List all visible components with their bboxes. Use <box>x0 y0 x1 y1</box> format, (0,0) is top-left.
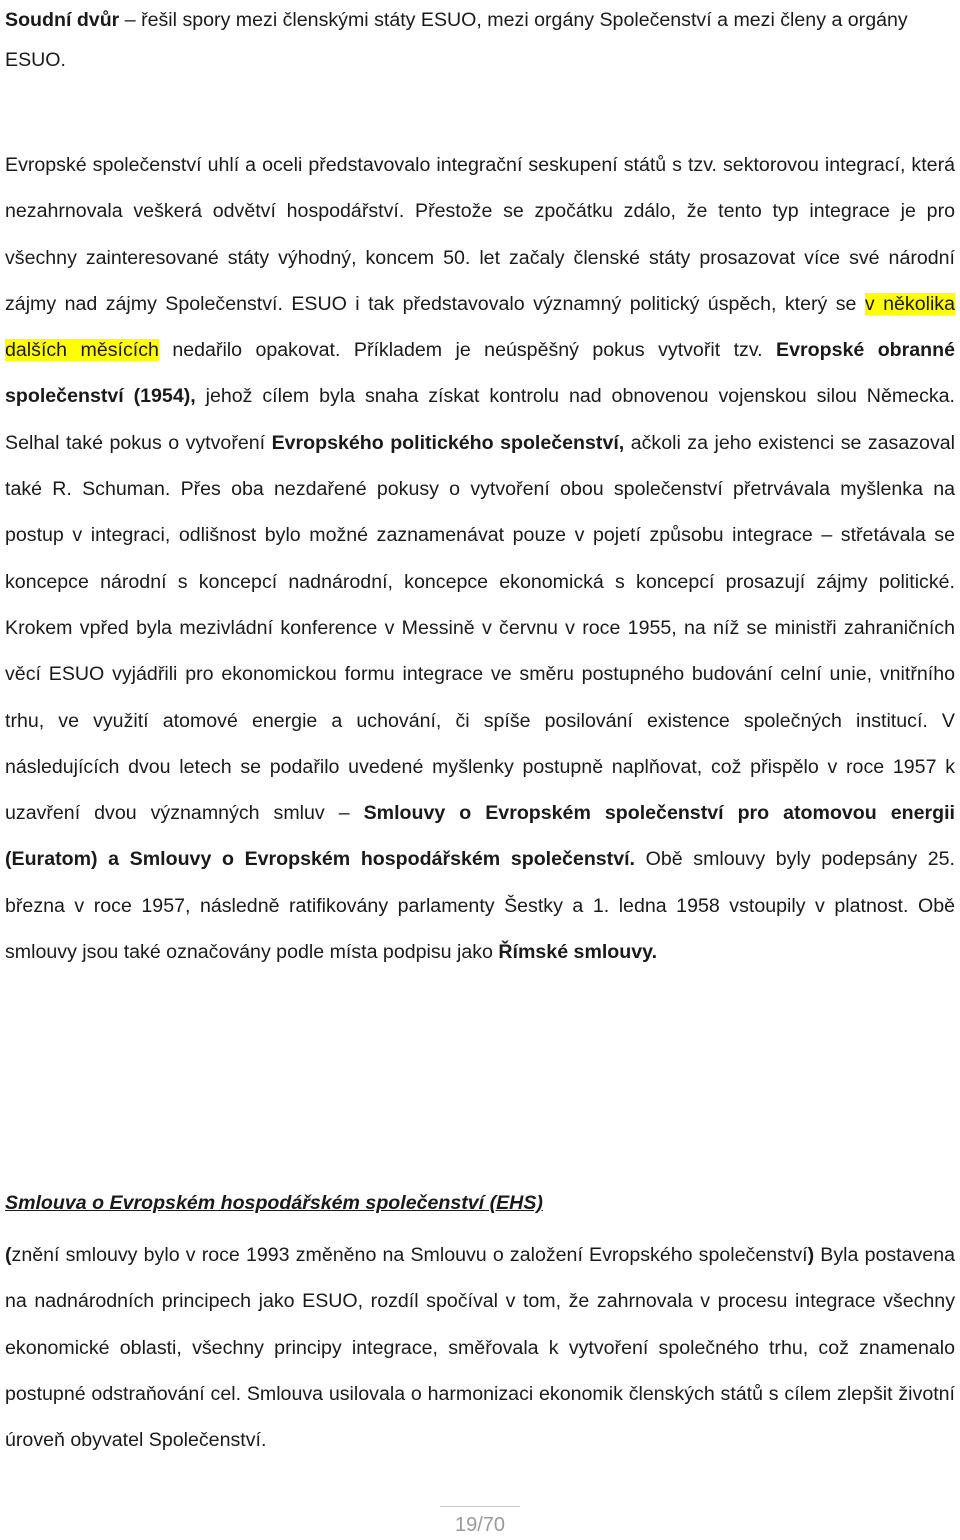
paragraph-court-of-justice <box>5 0 955 80</box>
bold-term-treaties: Smlouvy o Evropském společenství pro atomovou energii (Euratom) a Smlouvy o Evropském hospodářském společenství. <box>5 802 955 871</box>
section-heading-text: Smlouva o Evropském hospodářském společenství (EHS) <box>5 1192 543 1214</box>
paragraph-text: jehož cílem byla snaha získat kontrolu nad obnovenou vojenskou silou Německa. Selhal také pokus o vytvoření <box>5 385 955 454</box>
paragraph-text: nedařilo opakovat. Příkladem je neúspěšný pokus vytvořit tzv. <box>158 339 777 362</box>
highlighted-text: v několika dalších měsících <box>5 292 955 362</box>
paragraph-text: znění smlouvy bylo v roce 1993 změněno na Smlouvu o založení Evropského společenství <box>11 1244 808 1266</box>
paragraph-text: Obě smlouvy byly podepsány 25. března v roce 1957, následně ratifikovány parlamenty Šestky a 1. ledna 1958 vstoupily v platnost. Obě smlouvy jsou také označovány podle místa podpisu jako <box>5 848 955 964</box>
bold-term-treaties-of-rome: Římské smlouvy. <box>498 941 658 964</box>
page-number: 19/70 <box>454 1514 506 1536</box>
paragraph-text: Evropské společenství uhlí a oceli představovalo integrační seskupení států s tzv. sektorovou integrací, která nezahrnovala veškerá odvětví hospodářství. Přestože se zpočátku zdálo, že tento typ integrace je pro všechny zainteresované státy výhodný, koncem 50. let začaly členské státy prosazovat více své národní zájmy nad zájmy Společenství. ESUO i tak představovalo významný politický úspěch, který se <box>5 154 955 315</box>
paragraph-text: – řešil spory mezi členskými státy ESUO, mezi orgány Společenství a mezi členy a orgány ESUO. <box>5 9 908 71</box>
paragraph-text: Byla postavena na nadnárodních principech jako ESUO, rozdíl spočíval v tom, že zahrnovala v procesu integrace všechny ekonomické oblasti, všechny principy integrace, směřovala k vytvoření společného trhu, což znamenalo postupné odstraňování cel. Smlouva usilovala o harmonizaci ekonomik členských států s cílem zlepšit životní úroveň obyvatel Společenství. <box>5 1244 955 1452</box>
bold-term-epc: Evropského politického společenství, <box>271 431 625 454</box>
paragraph-ecsc-history <box>5 142 955 975</box>
paragraph-text: ačkoli za jeho existenci se zasazoval také R. Schuman. Přes oba nezdařené pokusy o vytvoření obou společenství přetrvávala myšlenka na postup v integraci, odlišnost bylo možné zaznamenávat pouze v pojetí způsobu integrace – střetávala se koncepce národní s koncepcí nadnárodní, koncepce ekonomická s koncepcí prosazují zájmy politické. Krokem vpřed byla mezivládní konference v Messině v červnu v roce 1955, na níž se ministři zahraničních věcí ESUO vyjádřili pro ekonomickou formu integrace ve směru postupného budování celní unie, vnitřního trhu, ve využití atomové energie a uchování, či spíše posilování existence společných institucí. V následujících dvou letech se podařilo uvedené myšlenky postupně naplňovat, což přispělo v roce 1957 k uzavření dvou významných smluv – <box>5 431 955 825</box>
bold-paren-open: ( <box>5 1244 12 1266</box>
paragraph-eec-treaty <box>5 1232 955 1463</box>
page-number-divider <box>440 1506 520 1507</box>
section-heading <box>5 1183 955 1223</box>
bold-term-court: Soudní dvůr <box>5 9 120 31</box>
bold-paren-close: ) <box>807 1244 815 1266</box>
bold-term-edc: Evropské obranné společenství (1954), <box>5 339 955 408</box>
